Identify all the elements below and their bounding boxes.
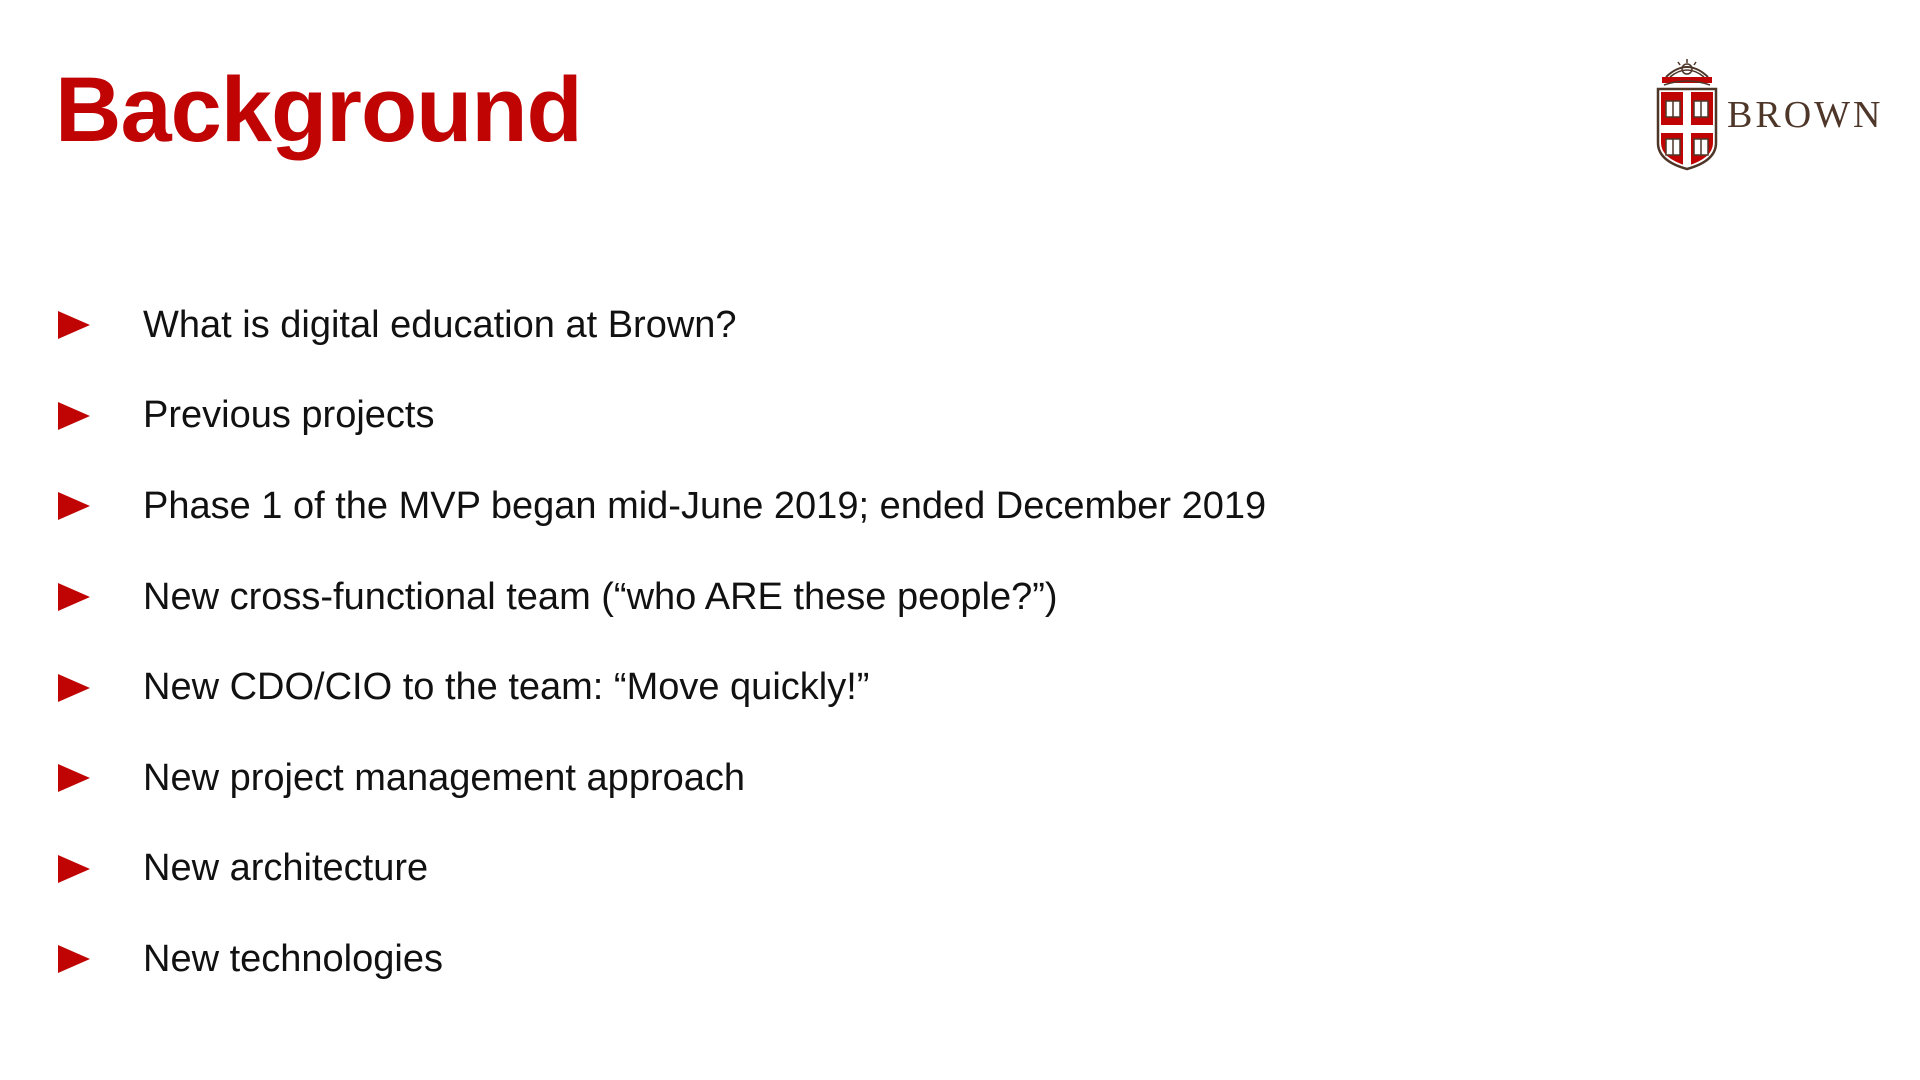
slide-title: Background [55, 59, 582, 161]
bullet-text: Phase 1 of the MVP began mid-June 2019; ended December 2019 [143, 484, 1267, 527]
list-item [58, 914, 1266, 1005]
list-item [58, 552, 1266, 643]
brown-wordmark: BROWN [1727, 94, 1884, 136]
bullet-text: New cross-functional team (“who ARE these people?”) [143, 575, 1058, 618]
list-item [58, 733, 1266, 824]
bullet-text: New CDO/CIO to the team: “Move quickly!” [143, 666, 870, 709]
bullet-text: New project management approach [143, 756, 746, 799]
list-item [58, 642, 1266, 733]
list-item [58, 824, 1266, 915]
triangle-arrow-icon [58, 674, 90, 702]
triangle-arrow-icon [58, 402, 90, 430]
list-item [58, 280, 1266, 371]
list-item [58, 461, 1266, 552]
bullet-text: What is digital education at Brown? [143, 303, 737, 346]
triangle-arrow-icon [58, 855, 90, 883]
triangle-arrow-icon [58, 311, 90, 339]
bullet-list [58, 280, 1266, 1005]
triangle-arrow-icon [58, 583, 90, 611]
triangle-arrow-icon [58, 764, 90, 792]
triangle-arrow-icon [58, 492, 90, 520]
bullet-text: New architecture [143, 847, 429, 890]
brown-logo [1652, 55, 1882, 171]
list-item [58, 371, 1266, 462]
bullet-text: New technologies [143, 937, 443, 980]
triangle-arrow-icon [58, 945, 90, 973]
brown-shield-icon [1652, 55, 1722, 171]
bullet-text: Previous projects [143, 394, 435, 437]
